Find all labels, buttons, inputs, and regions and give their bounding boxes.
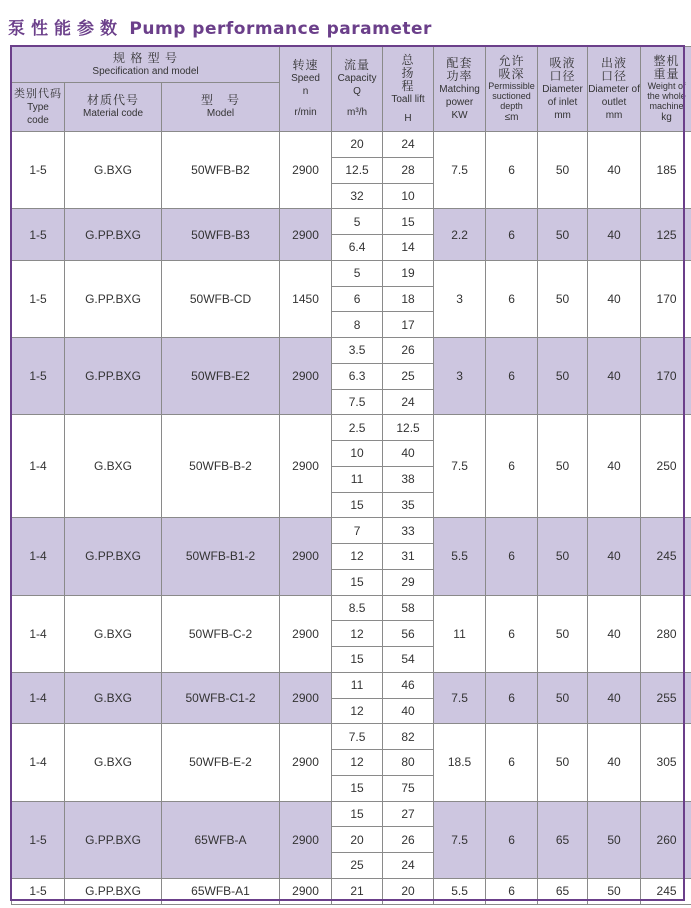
cell-capacity: 6.3 — [332, 363, 383, 389]
cell-capacity: 20 — [332, 132, 383, 158]
cell-lift: 75 — [383, 775, 434, 801]
cell-capacity: 15 — [332, 647, 383, 673]
cell-inlet: 65 — [538, 878, 588, 904]
cell-model: 65WFB-A1 — [162, 878, 280, 904]
header-capacity: 流量 Capacity Q m³/h — [332, 47, 383, 132]
title-english: Pump performance parameter — [129, 19, 432, 39]
pump-group — [12, 724, 691, 801]
cell-speed: 2900 — [280, 338, 332, 415]
table-row — [12, 724, 691, 750]
cell-lift: 28 — [383, 157, 434, 183]
cell-suction: 6 — [486, 878, 538, 904]
cell-power: 3 — [434, 260, 486, 337]
cell-type: 1-5 — [12, 260, 65, 337]
table-row — [12, 260, 691, 286]
table-row — [12, 878, 691, 904]
cell-type: 1-5 — [12, 209, 65, 261]
cell-lift: 18 — [383, 286, 434, 312]
cell-lift: 15 — [383, 209, 434, 235]
cell-power: 11 — [434, 595, 486, 672]
performance-table — [11, 46, 691, 905]
cell-suction: 6 — [486, 415, 538, 518]
cell-speed: 2900 — [280, 518, 332, 595]
cell-power: 7.5 — [434, 415, 486, 518]
cell-lift: 58 — [383, 595, 434, 621]
cell-power: 18.5 — [434, 724, 486, 801]
header-suction: 允许吸深 Permissible suctioned depth ≤m — [486, 47, 538, 132]
cell-suction: 6 — [486, 209, 538, 261]
header-inlet: 吸液口径 Diameter of inlet mm — [538, 47, 588, 132]
cell-suction: 6 — [486, 672, 538, 724]
cell-lift: 12.5 — [383, 415, 434, 441]
cell-material: G.BXG — [65, 724, 162, 801]
cell-inlet: 50 — [538, 724, 588, 801]
cell-type: 1-4 — [12, 672, 65, 724]
cell-model: 50WFB-CD — [162, 260, 280, 337]
cell-speed: 2900 — [280, 724, 332, 801]
header-lift: 总扬程 Toall lift H — [383, 47, 434, 132]
cell-type: 1-4 — [12, 518, 65, 595]
header-power: 配套功率 Matching power KW — [434, 47, 486, 132]
cell-material: G.BXG — [65, 595, 162, 672]
table-row — [12, 132, 691, 158]
cell-model: 50WFB-C1-2 — [162, 672, 280, 724]
cell-power: 7.5 — [434, 672, 486, 724]
cell-lift: 35 — [383, 492, 434, 518]
cell-type: 1-4 — [12, 724, 65, 801]
cell-capacity: 6.4 — [332, 235, 383, 261]
cell-outlet: 50 — [588, 801, 641, 878]
cell-suction: 6 — [486, 260, 538, 337]
cell-inlet: 65 — [538, 801, 588, 878]
cell-speed: 1450 — [280, 260, 332, 337]
cell-lift: 27 — [383, 801, 434, 827]
cell-type: 1-4 — [12, 415, 65, 518]
table-header — [12, 47, 691, 132]
cell-capacity: 12 — [332, 698, 383, 724]
cell-inlet: 50 — [538, 260, 588, 337]
cell-weight: 305 — [641, 724, 691, 801]
pump-group — [12, 518, 691, 595]
page-title — [8, 14, 432, 39]
cell-weight: 245 — [641, 518, 691, 595]
cell-weight: 185 — [641, 132, 691, 209]
cell-capacity: 8.5 — [332, 595, 383, 621]
cell-weight: 260 — [641, 801, 691, 878]
cell-lift: 40 — [383, 441, 434, 467]
cell-lift: 40 — [383, 698, 434, 724]
cell-suction: 6 — [486, 338, 538, 415]
cell-type: 1-4 — [12, 595, 65, 672]
cell-capacity: 12 — [332, 621, 383, 647]
cell-material: G.BXG — [65, 672, 162, 724]
cell-outlet: 50 — [588, 878, 641, 904]
cell-lift: 17 — [383, 312, 434, 338]
cell-material: G.PP.BXG — [65, 338, 162, 415]
cell-speed: 2900 — [280, 801, 332, 878]
table-row — [12, 209, 691, 235]
cell-lift: 25 — [383, 363, 434, 389]
header-outlet: 出液口径 Diameter of outlet mm — [588, 47, 641, 132]
cell-material: G.PP.BXG — [65, 878, 162, 904]
cell-model: 50WFB-E-2 — [162, 724, 280, 801]
cell-outlet: 40 — [588, 724, 641, 801]
cell-weight: 245 — [641, 878, 691, 904]
cell-outlet: 40 — [588, 260, 641, 337]
header-material: 材质代号 Material code — [65, 83, 162, 132]
cell-model: 50WFB-B3 — [162, 209, 280, 261]
cell-material: G.PP.BXG — [65, 518, 162, 595]
cell-capacity: 15 — [332, 492, 383, 518]
cell-lift: 26 — [383, 338, 434, 364]
cell-lift: 29 — [383, 569, 434, 595]
cell-lift: 80 — [383, 750, 434, 776]
cell-lift: 38 — [383, 466, 434, 492]
cell-type: 1-5 — [12, 132, 65, 209]
header-speed: 转速 Speed n r/min — [280, 47, 332, 132]
table-row — [12, 338, 691, 364]
cell-suction: 6 — [486, 801, 538, 878]
cell-capacity: 21 — [332, 878, 383, 904]
pump-group — [12, 595, 691, 672]
cell-weight: 250 — [641, 415, 691, 518]
cell-model: 50WFB-B-2 — [162, 415, 280, 518]
cell-lift: 54 — [383, 647, 434, 673]
cell-material: G.BXG — [65, 415, 162, 518]
cell-lift: 33 — [383, 518, 434, 544]
cell-inlet: 50 — [538, 595, 588, 672]
cell-inlet: 50 — [538, 132, 588, 209]
cell-power: 3 — [434, 338, 486, 415]
cell-capacity: 7.5 — [332, 724, 383, 750]
cell-lift: 26 — [383, 827, 434, 853]
cell-lift: 46 — [383, 672, 434, 698]
cell-model: 65WFB-A — [162, 801, 280, 878]
cell-capacity: 5 — [332, 209, 383, 235]
cell-weight: 255 — [641, 672, 691, 724]
cell-outlet: 40 — [588, 338, 641, 415]
cell-speed: 2900 — [280, 595, 332, 672]
cell-outlet: 40 — [588, 595, 641, 672]
table-row — [12, 801, 691, 827]
cell-power: 7.5 — [434, 132, 486, 209]
header-model: 型 号 Model — [162, 83, 280, 132]
cell-lift: 24 — [383, 132, 434, 158]
cell-capacity: 12 — [332, 544, 383, 570]
cell-weight: 170 — [641, 338, 691, 415]
cell-capacity: 32 — [332, 183, 383, 209]
cell-capacity: 5 — [332, 260, 383, 286]
cell-inlet: 50 — [538, 518, 588, 595]
cell-power: 2.2 — [434, 209, 486, 261]
cell-capacity: 6 — [332, 286, 383, 312]
cell-capacity: 20 — [332, 827, 383, 853]
cell-suction: 6 — [486, 724, 538, 801]
cell-capacity: 11 — [332, 672, 383, 698]
cell-model: 50WFB-C-2 — [162, 595, 280, 672]
pump-group — [12, 672, 691, 724]
cell-material: G.PP.BXG — [65, 209, 162, 261]
cell-type: 1-5 — [12, 801, 65, 878]
table-row — [12, 672, 691, 698]
table-row — [12, 518, 691, 544]
cell-lift: 24 — [383, 389, 434, 415]
cell-capacity: 10 — [332, 441, 383, 467]
cell-material: G.PP.BXG — [65, 801, 162, 878]
cell-capacity: 12.5 — [332, 157, 383, 183]
cell-model: 50WFB-B2 — [162, 132, 280, 209]
cell-inlet: 50 — [538, 209, 588, 261]
table-row — [12, 415, 691, 441]
cell-capacity: 12 — [332, 750, 383, 776]
cell-lift: 10 — [383, 183, 434, 209]
cell-capacity: 8 — [332, 312, 383, 338]
cell-outlet: 40 — [588, 672, 641, 724]
header-spec: 规 格 型 号 Specification and model — [12, 47, 280, 83]
title-chinese: 泵性能参数 — [8, 19, 123, 39]
cell-capacity: 11 — [332, 466, 383, 492]
pump-group — [12, 415, 691, 518]
cell-power: 7.5 — [434, 801, 486, 878]
cell-outlet: 40 — [588, 132, 641, 209]
pump-group — [12, 260, 691, 337]
pump-group — [12, 801, 691, 878]
cell-capacity: 7.5 — [332, 389, 383, 415]
cell-lift: 31 — [383, 544, 434, 570]
cell-material: G.BXG — [65, 132, 162, 209]
cell-suction: 6 — [486, 595, 538, 672]
cell-inlet: 50 — [538, 338, 588, 415]
cell-inlet: 50 — [538, 415, 588, 518]
cell-speed: 2900 — [280, 878, 332, 904]
cell-model: 50WFB-E2 — [162, 338, 280, 415]
cell-suction: 6 — [486, 132, 538, 209]
cell-speed: 2900 — [280, 209, 332, 261]
cell-power: 5.5 — [434, 878, 486, 904]
pump-group — [12, 338, 691, 415]
cell-speed: 2900 — [280, 672, 332, 724]
cell-weight: 125 — [641, 209, 691, 261]
cell-capacity: 7 — [332, 518, 383, 544]
cell-capacity: 2.5 — [332, 415, 383, 441]
cell-lift: 19 — [383, 260, 434, 286]
cell-type: 1-5 — [12, 338, 65, 415]
cell-type: 1-5 — [12, 878, 65, 904]
cell-model: 50WFB-B1-2 — [162, 518, 280, 595]
cell-lift: 82 — [383, 724, 434, 750]
pump-group — [12, 132, 691, 209]
pump-group — [12, 209, 691, 261]
cell-power: 5.5 — [434, 518, 486, 595]
cell-lift: 56 — [383, 621, 434, 647]
cell-material: G.PP.BXG — [65, 260, 162, 337]
cell-outlet: 40 — [588, 518, 641, 595]
table-row — [12, 595, 691, 621]
cell-outlet: 40 — [588, 209, 641, 261]
cell-capacity: 15 — [332, 569, 383, 595]
cell-capacity: 25 — [332, 853, 383, 879]
header-type-code: 类别代码 Type code — [12, 83, 65, 132]
cell-speed: 2900 — [280, 132, 332, 209]
cell-speed: 2900 — [280, 415, 332, 518]
pump-group — [12, 878, 691, 904]
cell-weight: 280 — [641, 595, 691, 672]
cell-suction: 6 — [486, 518, 538, 595]
cell-inlet: 50 — [538, 672, 588, 724]
cell-outlet: 40 — [588, 415, 641, 518]
cell-lift: 24 — [383, 853, 434, 879]
cell-lift: 14 — [383, 235, 434, 261]
cell-capacity: 3.5 — [332, 338, 383, 364]
cell-capacity: 15 — [332, 801, 383, 827]
cell-weight: 170 — [641, 260, 691, 337]
cell-lift: 20 — [383, 878, 434, 904]
cell-capacity: 15 — [332, 775, 383, 801]
header-weight: 整机重量 Weight of the whole machine kg — [641, 47, 691, 132]
